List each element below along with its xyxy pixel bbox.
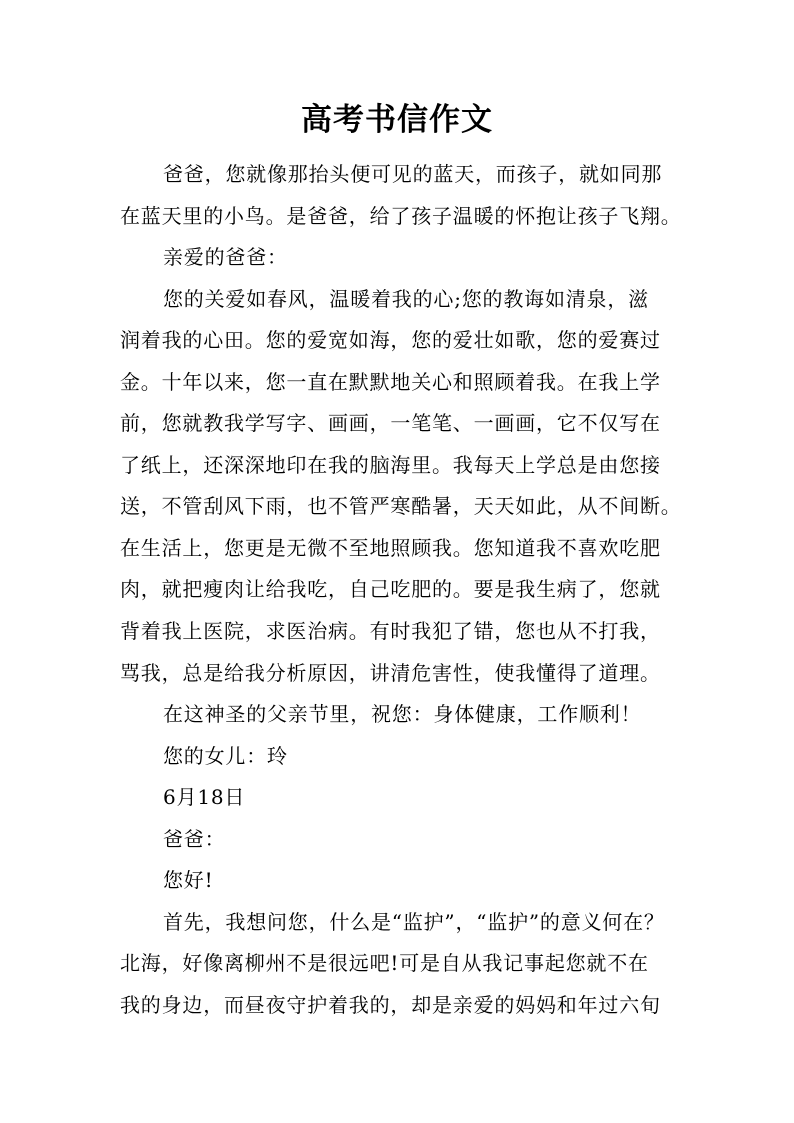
document-title: 高考书信作文: [301, 102, 493, 138]
document-body: [120, 154, 684, 1026]
text-line: 您的关爱如春风，温暖着我的心;您的教诲如清泉，滋: [163, 286, 649, 311]
text-line: 背着我上医院，求医治病。有时我犯了错，您也从不打我，: [120, 619, 661, 644]
text-line: 您好!: [163, 868, 214, 893]
text-line: 送，不管刮风下雨，也不管严寒酷暑，天天如此，从不间断。: [120, 494, 682, 519]
text-line: 前，您就教我学写字、画画，一笔笔、一画画，它不仅写在: [120, 411, 661, 436]
text-line: 肉，就把瘦肉让给我吃，自己吃肥的。要是我生病了，您就: [120, 577, 661, 602]
text-line: 了纸上，还深深地印在我的脑海里。我每天上学总是由您接: [120, 452, 661, 477]
text-line: 在这神圣的父亲节里，祝您：身体健康，工作顺利！: [163, 702, 642, 727]
text-line: 首先，我想问您，什么是“监护”，“监护”的意义何在？: [163, 909, 665, 934]
text-line: 爸爸，您就像那抬头便可见的蓝天，而孩子，就如同那: [163, 162, 663, 186]
text-line: 爸爸：: [163, 826, 226, 851]
text-line: 北海，好像离柳州不是很远吧!可是自从我记事起您就不在: [120, 951, 649, 976]
text-line: 金。十年以来，您一直在默默地关心和照顾着我。在我上学: [120, 369, 661, 394]
text-line: 您的女儿：玲: [163, 743, 288, 768]
text-line: 亲爱的爸爸：: [163, 245, 288, 270]
text-line: 润着我的心田。您的爱宽如海，您的爱壮如歌，您的爱赛过: [120, 328, 661, 353]
text-line: 在生活上，您更是无微不至地照顾我。您知道我不喜欢吃肥: [120, 535, 661, 560]
text-line: 骂我，总是给我分析原因，讲清危害性，使我懂得了道理。: [120, 660, 661, 685]
text-line: 在蓝天里的小鸟。是爸爸，给了孩子温暖的怀抱让孩子飞翔。: [120, 203, 682, 228]
text-line: 我的身边，而昼夜守护着我的，却是亲爱的妈妈和年过六旬: [120, 992, 661, 1017]
text-line: 6月18日: [163, 785, 246, 810]
